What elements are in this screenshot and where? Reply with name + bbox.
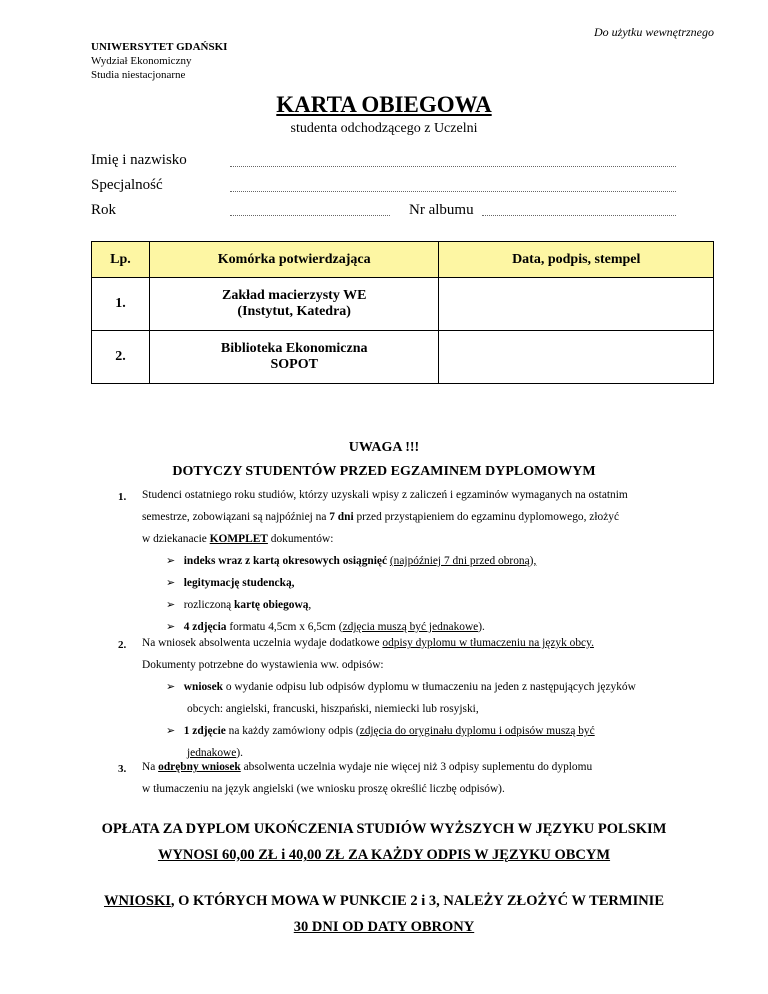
text: na każdy zamówiony odpis ( — [225, 725, 360, 737]
item-line: Dokumenty potrzebne do wystawienia ww. odpisów: — [142, 659, 384, 671]
item-line — [142, 632, 714, 654]
unit-line: Zakład macierzysty WE — [222, 288, 367, 303]
text: odpisy dyplomu w tłumaczeniu na język obcy. — [382, 637, 594, 649]
text: Na wniosek absolwenta uczelnia wydaje dodatkowe — [142, 637, 383, 649]
text: , — [308, 599, 312, 611]
text: (najpóźniej 7 dni przed obroną), — [389, 555, 537, 567]
list-item — [166, 720, 714, 742]
internal-use-note: Do użytku wewnętrznego — [594, 25, 714, 39]
deadline-line-2: 30 DNI OD DATY OBRONY — [293, 919, 475, 935]
arrow-bullet-icon: ➢ — [166, 599, 176, 611]
text: jednakowe — [187, 747, 237, 759]
signature-cell[interactable] — [439, 331, 714, 384]
arrow-bullet-icon: ➢ — [166, 681, 176, 693]
album-field[interactable] — [482, 215, 676, 216]
emphasis: 1 zdjęcie — [183, 725, 226, 737]
arrow-bullet-icon: ➢ — [166, 555, 176, 567]
faculty-name: Wydział Ekonomiczny — [91, 55, 192, 67]
header-lp: Lp. — [92, 242, 150, 278]
notice-subheading: DOTYCZY STUDENTÓW PRZED EGZAMINEM DYPLOMOWYM — [172, 464, 596, 479]
item-number: 1. — [118, 491, 127, 503]
specialty-label: Specjalność — [91, 177, 163, 193]
list-item — [166, 572, 714, 594]
item-line: Studenci ostatniego roku studiów, którzy uzyskali wpisy z zaliczeń i egzaminów wymaganych na ostatnim — [142, 489, 628, 501]
name-label: Imię i nazwisko — [91, 152, 187, 168]
table-header-row — [92, 242, 714, 278]
text: zdjęcia do oryginału dyplomu i odpisów muszą być — [359, 725, 595, 737]
item-3 — [142, 756, 714, 800]
text: przed przystąpieniem do egzaminu dyplomowego, złożyć — [353, 511, 620, 523]
fee-line-1: OPŁATA ZA DYPLOM UKOŃCZENIA STUDIÓW WYŻSZYCH W JĘZYKU POLSKIM — [101, 821, 667, 837]
studies-type: Studia niestacjonarne — [91, 69, 186, 81]
text: rozliczoną — [183, 599, 235, 611]
unit-line: SOPOT — [270, 357, 318, 372]
list-item-cont: obcych: angielski, francuski, hiszpański, niemiecki lub rosyjski, — [187, 703, 479, 715]
emphasis: KOMPLET — [209, 533, 268, 545]
list-item — [166, 676, 714, 698]
name-field[interactable] — [230, 166, 676, 167]
row-unit — [149, 331, 439, 384]
item-line: w tłumaczeniu na język angielski (we wniosku proszę określić liczbę odpisów). — [142, 783, 505, 795]
arrow-bullet-icon: ➢ — [166, 621, 176, 633]
unit-line: Biblioteka Ekonomiczna — [220, 341, 368, 356]
year-label: Rok — [91, 202, 117, 218]
text: formatu 4,5cm x 6,5cm ( — [226, 621, 343, 633]
document-title: KARTA OBIEGOWA — [276, 92, 492, 117]
list-item — [166, 594, 714, 616]
table-row — [92, 331, 714, 384]
item-number: 2. — [118, 639, 127, 651]
year-field[interactable] — [230, 215, 390, 216]
row-lp: 2. — [92, 331, 150, 384]
text: indeks wraz z kartą okresowych osiągnięć — [183, 555, 387, 567]
text: zdjęcia muszą być jednakowe — [342, 621, 479, 633]
text: semestrze, zobowiązani są najpóźniej na — [142, 511, 330, 523]
emphasis: 7 dni — [329, 511, 354, 523]
row-lp: 1. — [92, 278, 150, 331]
emphasis: 4 zdjęcia — [183, 621, 227, 633]
unit-line: (Instytut, Katedra) — [237, 304, 351, 319]
emphasis: wniosek — [183, 681, 224, 693]
album-label: Nr albumu — [409, 202, 474, 218]
fee-line-2: WYNOSI 60,00 ZŁ i 40,00 ZŁ ZA KAŻDY ODPIS W JĘZYKU OBCYM — [157, 847, 611, 863]
institution-block — [91, 40, 227, 82]
emphasis: kartę obiegową — [234, 599, 309, 611]
text: absolwenta uczelnia wydaje nie więcej niż 3 odpisy suplementu do dyplomu — [240, 761, 593, 773]
arrow-bullet-icon: ➢ — [166, 725, 176, 737]
list-item — [166, 550, 714, 572]
university-name: UNIWERSYTET GDAŃSKI — [91, 41, 228, 53]
item-1-bullets — [166, 550, 714, 638]
text: ). — [236, 747, 243, 759]
arrow-bullet-icon: ➢ — [166, 577, 176, 589]
specialty-field[interactable] — [230, 191, 676, 192]
item-2-bullets — [166, 676, 714, 764]
text: ). — [478, 621, 485, 633]
item-number: 3. — [118, 763, 127, 775]
item-line — [142, 506, 714, 528]
item-1 — [142, 484, 714, 550]
clearance-table — [91, 241, 714, 384]
text: w dziekanacie — [142, 533, 210, 545]
table-row — [92, 278, 714, 331]
item-2 — [142, 632, 714, 676]
header-unit: Komórka potwierdzająca — [149, 242, 439, 278]
text: o wydanie odpisu lub odpisów dyplomu w tłumaczeniu na jeden z następujących języków — [223, 681, 636, 693]
signature-cell[interactable] — [439, 278, 714, 331]
text: , O KTÓRYCH MOWA W PUNKCIE 2 i 3, NALEŻY ZŁOŻYĆ W TERMINIE — [170, 893, 664, 909]
item-line — [142, 756, 714, 778]
item-line — [142, 528, 714, 550]
header-signature: Data, podpis, stempel — [439, 242, 714, 278]
row-unit — [149, 278, 439, 331]
deadline-line-1 — [0, 893, 768, 910]
document-subtitle: studenta odchodzącego z Uczelni — [290, 121, 478, 136]
emphasis: odrębny wniosek — [158, 761, 241, 773]
notice-heading: UWAGA !!! — [348, 440, 420, 455]
text: legitymację studencką, — [183, 577, 295, 589]
text: Na — [142, 761, 159, 773]
text: dokumentów: — [267, 533, 334, 545]
text: WNIOSKI — [104, 893, 171, 909]
